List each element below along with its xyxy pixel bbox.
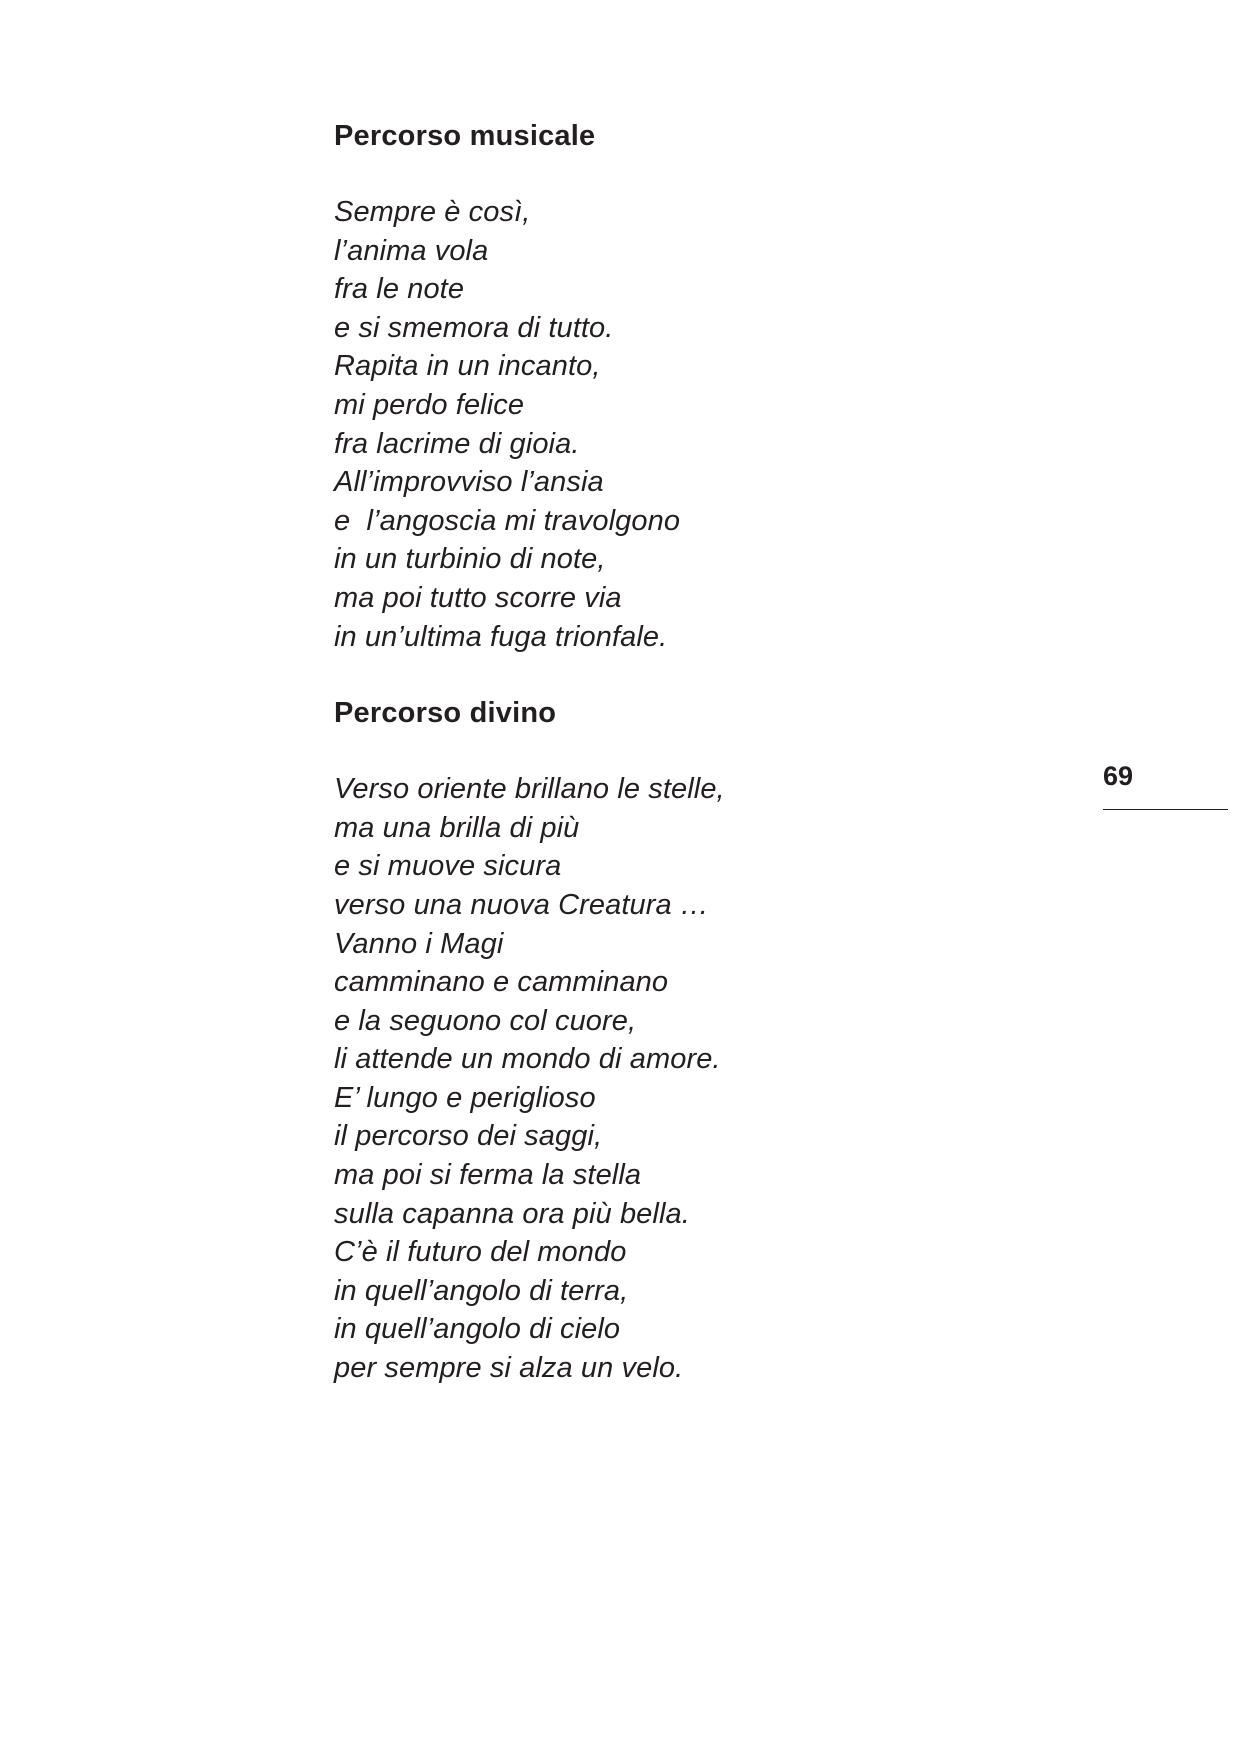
poem-line: per sempre si alza un velo. (334, 1352, 684, 1385)
poem-line: ma una brilla di più (334, 811, 580, 844)
poem-line: in un turbinio di note, (334, 543, 606, 576)
page-number-block (1103, 760, 1228, 810)
poems-column (334, 117, 1034, 1388)
poem-line: e la seguono col cuore, (334, 1004, 637, 1037)
poem-line: in quell’angolo di cielo (334, 1313, 621, 1346)
poem-line: Rapita in un incanto, (334, 350, 601, 383)
poem-line: e si muove sicura (334, 850, 562, 883)
poem-line: Sempre è così, (334, 196, 531, 228)
page-number: 69 (1103, 761, 1134, 791)
poem-line: fra lacrime di gioia. (334, 427, 580, 460)
poem-title: Percorso divino (334, 697, 557, 730)
poem-percorso-musicale (334, 117, 1034, 656)
poem-stanza (334, 770, 1034, 1388)
poem-line: in quell’angolo di terra, (334, 1274, 629, 1307)
poem-line: Vanno i Magi (334, 927, 504, 960)
poem-line: Verso oriente brillano le stelle, (334, 773, 725, 806)
poem-line: il percorso dei saggi, (334, 1120, 603, 1153)
poem-line: mi perdo felice (334, 388, 525, 421)
poem-line: ma poi si ferma la stella (334, 1159, 642, 1192)
poem-line: sulla capanna ora più bella. (334, 1197, 690, 1230)
poem-line: in un’ultima fuga trionfale. (334, 620, 668, 653)
poem-line: All’improvviso l’ansia (334, 466, 604, 499)
poem-line: e l’angoscia mi travolgono (334, 504, 681, 537)
poem-line: verso una nuova Creatura … (334, 888, 709, 921)
page-number-divider (1103, 809, 1228, 810)
poem-line: fra le note (334, 273, 465, 306)
poem-title: Percorso musicale (334, 120, 596, 152)
poem-line: li attende un mondo di amore. (334, 1043, 721, 1076)
poem-percorso-divino (334, 694, 1034, 1388)
poem-line: E’ lungo e periglioso (334, 1081, 596, 1114)
poem-line: l’anima vola (334, 234, 489, 267)
poem-stanza (334, 193, 1034, 656)
poem-line: ma poi tutto scorre via (334, 581, 622, 614)
poem-line: camminano e camminano (334, 966, 669, 999)
poem-line: C’è il futuro del mondo (334, 1236, 627, 1269)
poem-line: e si smemora di tutto. (334, 311, 614, 344)
